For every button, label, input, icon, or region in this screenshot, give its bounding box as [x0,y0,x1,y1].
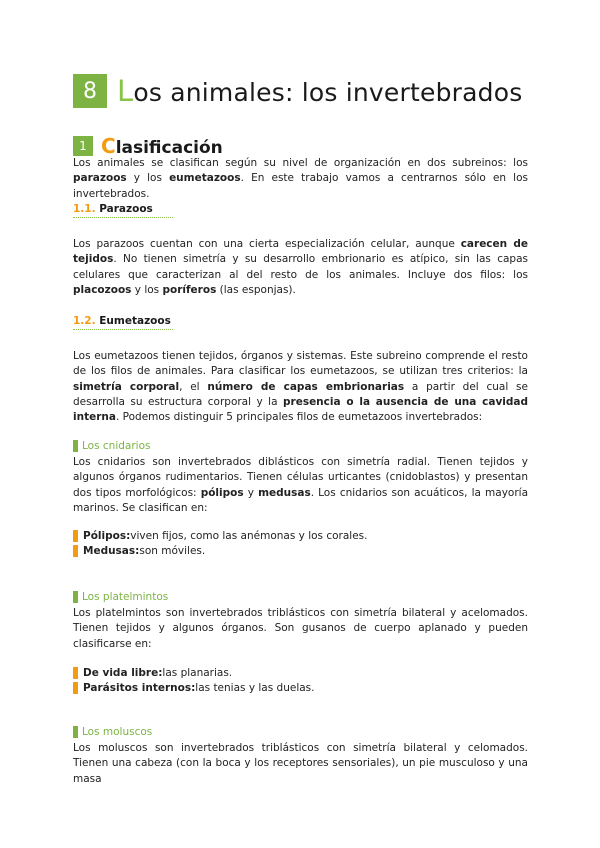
list-item: Parásitos internos: las tenias y las duelas. [73,682,314,694]
orange-marker [73,667,78,679]
chapter-title-rest: os animales: los invertebrados [133,78,523,107]
subsection-heading-parazoos: 1.1. Parazoos [73,203,153,215]
section-title [101,134,223,158]
chapter-number-badge: 8 [73,74,107,108]
list-item: De vida libre: las planarias. [73,667,232,679]
phylum-heading-moluscos: Los moluscos [73,726,152,738]
chapter-title-initial: L [117,74,134,108]
green-marker [73,440,78,452]
section-title-rest: lasificación [115,138,223,158]
green-marker [73,726,78,738]
list-item: Pólipos: viven fijos, como las anémonas y los corales. [73,530,367,542]
orange-marker [73,530,78,542]
section-title-initial: C [101,134,116,158]
heading-underline [73,329,173,330]
section-number-badge: 1 [73,136,93,156]
moluscos-paragraph: Los moluscos son invertebrados triblásticos con simetría bilateral y celomados. Tienen una cabeza (con la boca y los receptores sensoriales), un pie musculoso y una masa [73,742,528,785]
parazoos-paragraph: Los parazoos cuentan con una cierta especialización celular, aunque carecen de tejidos. No tienen simetría y su desarrollo embrionario es atípico, sin las capas celulares que caracterizan al del resto de los animales. Incluye dos filos: los placozoos y los poríferos (las esponjas). [73,238,528,296]
eumetazoos-paragraph: Los eumetazoos tienen tejidos, órganos y sistemas. Este subreino comprende el resto de los filos de animales. Para clasificar los eumetazoos, se utilizan tres criterios: la simetría corporal, el número de capas embrionarias a partir del cual se desarrolla su estructura corporal y la presencia o la ausencia de una cavidad interna. Podemos distinguir 5 principales filos de eumetazoos invertebrados: [73,350,529,424]
chapter-title [117,74,522,108]
section-heading [73,134,223,158]
platelmintos-paragraph: Los platelmintos son invertebrados triblásticos con simetría bilateral y acelomados. Tienen tejidos y algunos órganos. Son gusanos de cuerpo aplanado y pueden clasificarse en: [73,607,528,650]
phylum-heading-platelmintos: Los platelmintos [73,591,168,603]
subsection-heading-eumetazoos: 1.2. Eumetazoos [73,315,171,327]
list-item: Medusas: son móviles. [73,545,205,557]
heading-underline [73,217,173,218]
phylum-heading-cnidarios: Los cnidarios [73,440,150,452]
orange-marker [73,545,78,557]
cnidarios-paragraph: Los cnidarios son invertebrados diblásticos con simetría radial. Tienen tejidos y algunos órganos rudimentarios. Tienen células urticantes (cnidoblastos) y presentan dos tipos morfológicos: pólipos y medusas. Los cnidarios son acuáticos, la mayoría marinos. Se clasifican en: [73,456,529,514]
intro-paragraph: Los animales se clasifican según su nivel de organización en dos subreinos: los parazoos y los eumetazoos. En este trabajo vamos a centrarnos sólo en los invertebrados. [73,157,528,200]
green-marker [73,591,78,603]
chapter-heading [73,74,522,108]
orange-marker [73,682,78,694]
